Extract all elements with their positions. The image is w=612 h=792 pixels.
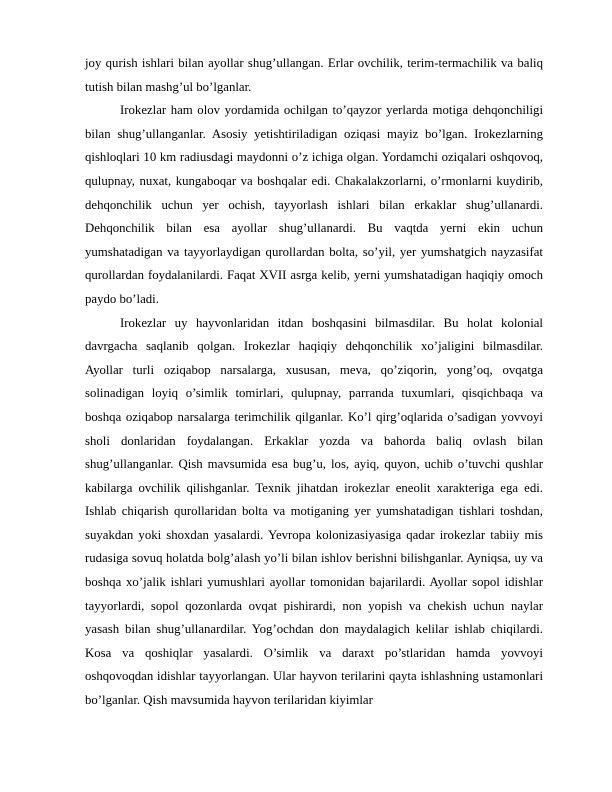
paragraph: Irokezlar ham olov yordamida ochilgan to’qayzor yerlarda motiga dehqonchiligi bilan shug’ullanganlar. Asosiy yetishtiriladigan oziqasi mayiz bo’lgan. Irokezlarning qishloqlari 10 km radiusdagi maydonni o’z ichiga olgan. Yordamchi oziqalari oshqovoq, qulupnay, nuxat, kungaboqar va boshqalar edi. Chakalakzorlarni, o’rmonlarni kuydirib, dehqonchilik uchun yer ochish, tayyorlash ishlari bilan erkaklar shug’ullanardi. Dehqonchilik bilan esa ayollar shug’ullanardi. Bu vaqtda yerni ekin uchun yumshatadigan va tayyorlaydigan qurollardan bolta, so’yil, yer yumshatgich nayzasifat qurollardan foydalanilardi. Faqat XVII asrga kelib, yerni yumshatadigan haqiqiy omoch paydo bo’ladi. (85, 103, 543, 306)
paragraph: Irokezlar uy hayvonlaridan itdan boshqasini bilmasdilar. Bu holat kolonial davrgacha saqlanib qolgan. Irokezlar haqiqiy dehqonchilik xo’jaligini bilmasdilar. Ayollar turli oziqabop narsalarga, xususan, meva, qo’ziqorin, yong’oq, ovqatga solinadigan loyiq o’simlik tomirlari, qulupnay, parranda tuxumlari, qisqichbaqa va boshqa oziqabop narsalarga terimchilik qilganlar. Ko’l qirg’oqlarida o’sadigan yovvoyi sholi donlaridan foydalangan. Erkaklar yozda va bahorda baliq ovlash bilan shug’ullanganlar. Qish mavsumida esa bug’u, los, ayiq, quyon, uchib o’tuvchi qushlar kabilarga ovchilik qilishganlar. Texnik jihatdan irokezlar eneolit xarakteriga ega edi. Ishlab chiqarish qurollaridan bolta va motiganing yer yumshatadigan tishlari toshdan, suyakdan yoki shoxdan yasalardi. Yevropa kolonizasiyasiga qadar irokezlar tabiiy mis rudasiga sovuq holatda bolg’alash yo’li bilan ishlov berishni bilishganlar. Ayniqsa, uy va boshqa xo’jalik ishlari yumushlari ayollar tomonidan bajarilardi. Ayollar sopol idishlar tayyorlardi, sopol qozonlarda ovqat pishirardi, non yopish va chekish uchun naylar yasash bilan shug’ullanardilar. Yog’ochdan don maydalagich kelilar ishlab chiqilardi. Kosa va qoshiqlar yasalardi. O’simlik va daraxt po’stlaridan hamda yovvoyi oshqovoqdan idishlar tayyorlangan. Ular hayvon terilarini qayta ishlashning ustamonlari bo’lganlar. Qish mavsumida hayvon terilaridan kiyimlar (85, 315, 543, 708)
document-page (85, 52, 543, 713)
paragraph: joy qurish ishlari bilan ayollar shug’ullangan. Erlar ovchilik, terim-termachilik va baliq tutish bilan mashg’ul bo’lganlar. (85, 56, 543, 94)
